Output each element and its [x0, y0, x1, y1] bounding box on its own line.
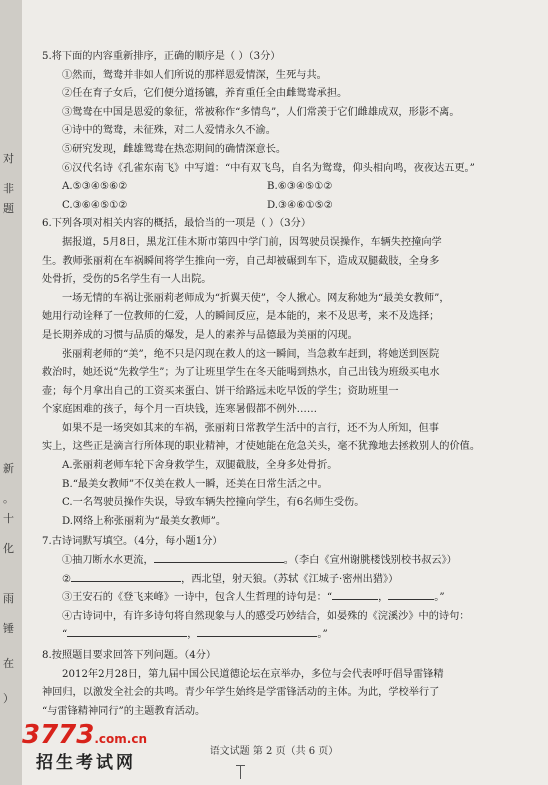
q6-passage-line: 据报道，5月8日，黑龙江佳木斯市第四中学门前，因驾驶员误操作，车辆失控撞向学: [62, 236, 442, 248]
q7-line-2: [42, 571, 512, 590]
q7-line-3-comma: ，: [378, 592, 389, 604]
q5-item: ⑥汉代名诗《孔雀东南飞》中写道：“中有双飞鸟，自名为鸳鸯，仰头相向鸣，夜夜达五更。”: [62, 162, 475, 174]
q7-line-2-source: ，西北望，射天狼。（苏轼《江城子·密州出猎》）: [181, 573, 399, 585]
margin-char: 对: [3, 152, 14, 165]
answer-blank[interactable]: [71, 571, 181, 582]
margin-char: 十: [3, 512, 14, 525]
q8-passage-line: “与雷锋精神同行”的主题教育活动。: [42, 705, 206, 717]
q8-passage-line: 2012年2月28日，第九届中国公民道德论坛在京举办，多位与会代表呼吁倡导雷锋精: [62, 668, 444, 680]
q6-option-d: D.网络上称张丽莉为“最美女教师”。: [62, 515, 227, 527]
q7-line-4: ④古诗词中，有许多诗句将自然现象与人的感受巧妙结合，如晏殊的《浣溪沙》中的诗句：: [62, 610, 470, 622]
q5-item: ④诗中的鸳鸯，未征殊，对二人爱情永久不渝。: [62, 125, 276, 137]
q5-option-b: B.⑥③④⑤①②: [267, 181, 333, 193]
q7-line-3-end: 。”: [434, 592, 445, 604]
q6-passage-line: 实上，这些正是滴言行所体现的职业精神，才使她能在危急关头，毫不犹豫地去拯救别人的价值。: [42, 441, 481, 453]
q6-passage-line: 生。教师张丽莉在车祸瞬间将学生推向一旁，自己却被碾到车下，造成双腿截肢，全身多: [42, 255, 440, 267]
q7-line-3-text: ③王安石的《登飞来峰》一诗中，包含人生哲理的诗句是：“: [62, 592, 333, 604]
answer-blank[interactable]: [388, 589, 434, 600]
margin-char: 非: [3, 182, 14, 195]
q6-passage-line: 如果不是一场突如其来的车祸，张丽莉日常教学生活中的言行，还不为人所知，但事: [62, 422, 439, 434]
q5-options-row: [42, 197, 512, 216]
margin-char: 题: [3, 202, 14, 215]
q6-passage-line: 处骨折，受伤的5名学生有一人出院。: [42, 274, 212, 286]
q5-option-a: A.⑤③④⑤⑥②: [62, 181, 128, 193]
q8-stem: 8.按照题目要求回答下列问题。（4分）: [42, 650, 217, 661]
q5-options-row: [42, 178, 512, 197]
logo-slogan: 招生考试网: [36, 753, 136, 773]
left-margin-strip: [0, 0, 22, 785]
q6-passage-line: 壶；每个月拿出自己的工资买来蛋白、饼干给路远未吃早饭的学生；资助班里一: [42, 385, 399, 397]
q7-line-2-text: ②: [62, 573, 72, 585]
q6-passage-line: 张丽莉老师的“美”，绝不只是闪现在救人的这一瞬间，当急救车赶到，将她送到医院: [62, 348, 440, 360]
q7-line-1-text: ①抽刀断水水更流，: [62, 555, 154, 567]
q7-line-4-end: 。”: [317, 629, 328, 641]
q7-line-1-source: 。（李白《宣州谢朓楼饯别校书叔云》）: [283, 555, 457, 567]
margin-char: 化: [3, 542, 14, 555]
margin-char: 。: [3, 492, 14, 505]
answer-blank[interactable]: [197, 626, 317, 637]
answer-blank[interactable]: [154, 552, 284, 563]
q5-item: ①然而，鸳鸯并非如人们所说的那样恩爱情深，生死与共。: [62, 69, 327, 81]
logo-domain: .com.cn: [94, 732, 148, 746]
margin-char: 锤: [3, 622, 14, 635]
q7-stem: 7.古诗词默写填空。（4分，每小题1分）: [42, 536, 223, 548]
q5-item: ②任在育子女后，它们便分道扬镳，养育重任全由雌鸳鸯承担。: [62, 88, 348, 100]
q8-passage-line: 神回归，以激发全社会的共鸣。青少年学生始终是学雷锋活动的主体。为此，学校举行了: [42, 687, 440, 699]
q6-passage-line: 是长期养成的习惯与品质的爆发，是人的素养与品德最为美丽的闪现。: [42, 329, 358, 341]
q7-line-4-comma: ，: [187, 629, 198, 641]
q5-item: ⑤研究发现，雌雄鸳鸯在热恋期间的确情深意长。: [62, 143, 287, 155]
margin-char: 新: [3, 462, 14, 475]
margin-char: ）: [3, 692, 14, 705]
q6-stem: 6.下列各项对相关内容的概括，最恰当的一项是（ ）（3分）: [42, 218, 312, 230]
q6-option-c: C.一名驾驶员操作失误，导致车辆失控撞向学生，有6名师生受伤。: [62, 497, 365, 509]
margin-char: 雨: [3, 592, 14, 605]
answer-blank[interactable]: [67, 626, 187, 637]
exam-content: [42, 48, 512, 721]
margin-char: 在: [3, 657, 14, 670]
logo-number: 3773: [22, 720, 95, 750]
q7-line-4-open: “: [62, 629, 68, 641]
q5-option-c: C.③⑥④⑤①②: [62, 199, 128, 211]
q7-line-1: [42, 552, 512, 571]
q5-item: ③鸳鸯在中国是恩爱的象征，常被称作“多情鸟”，人们常羡于它们雌雄成双，形影不离。: [62, 106, 460, 118]
answer-blank[interactable]: [332, 589, 378, 600]
q6-passage-line: 她用行动诠释了一位教师的仁爱，人的瞬间反应，是本能的，来不及思考，来不及选择；: [42, 311, 440, 323]
q7-line-3: [42, 589, 512, 608]
q6-passage-line: 一场无情的车祸让张丽莉老师成为“折翼天使”，令人揪心。网友称她为“最美女教师”，: [62, 292, 450, 304]
q5-stem: 5.将下面的内容重新排序，正确的顺序是（ ）（3分）: [42, 51, 281, 62]
fold-mark: [240, 765, 241, 779]
page-footer: 语文试题 第 2 页（共 6 页）: [209, 746, 339, 757]
q6-option-b: B.“最美女教师”不仅美在救人一瞬，还美在日常生活之中。: [62, 478, 328, 490]
q6-passage-line: 个家庭困难的孩子，每个月一百块钱，连寒暑假都不例外……: [42, 404, 318, 416]
q5-option-d: D.③④⑥①⑤②: [267, 199, 333, 211]
q6-option-a: A.张丽莉老师车轮下舍身救学生，双腿截肢，全身多处骨折。: [62, 460, 338, 472]
q6-passage-line: 救治时，她还说“先救学生”；为了让班里学生在冬天能喝到热水，自己出钱为班级买电水: [42, 367, 440, 379]
q7-line-4-blanks: [42, 626, 512, 645]
